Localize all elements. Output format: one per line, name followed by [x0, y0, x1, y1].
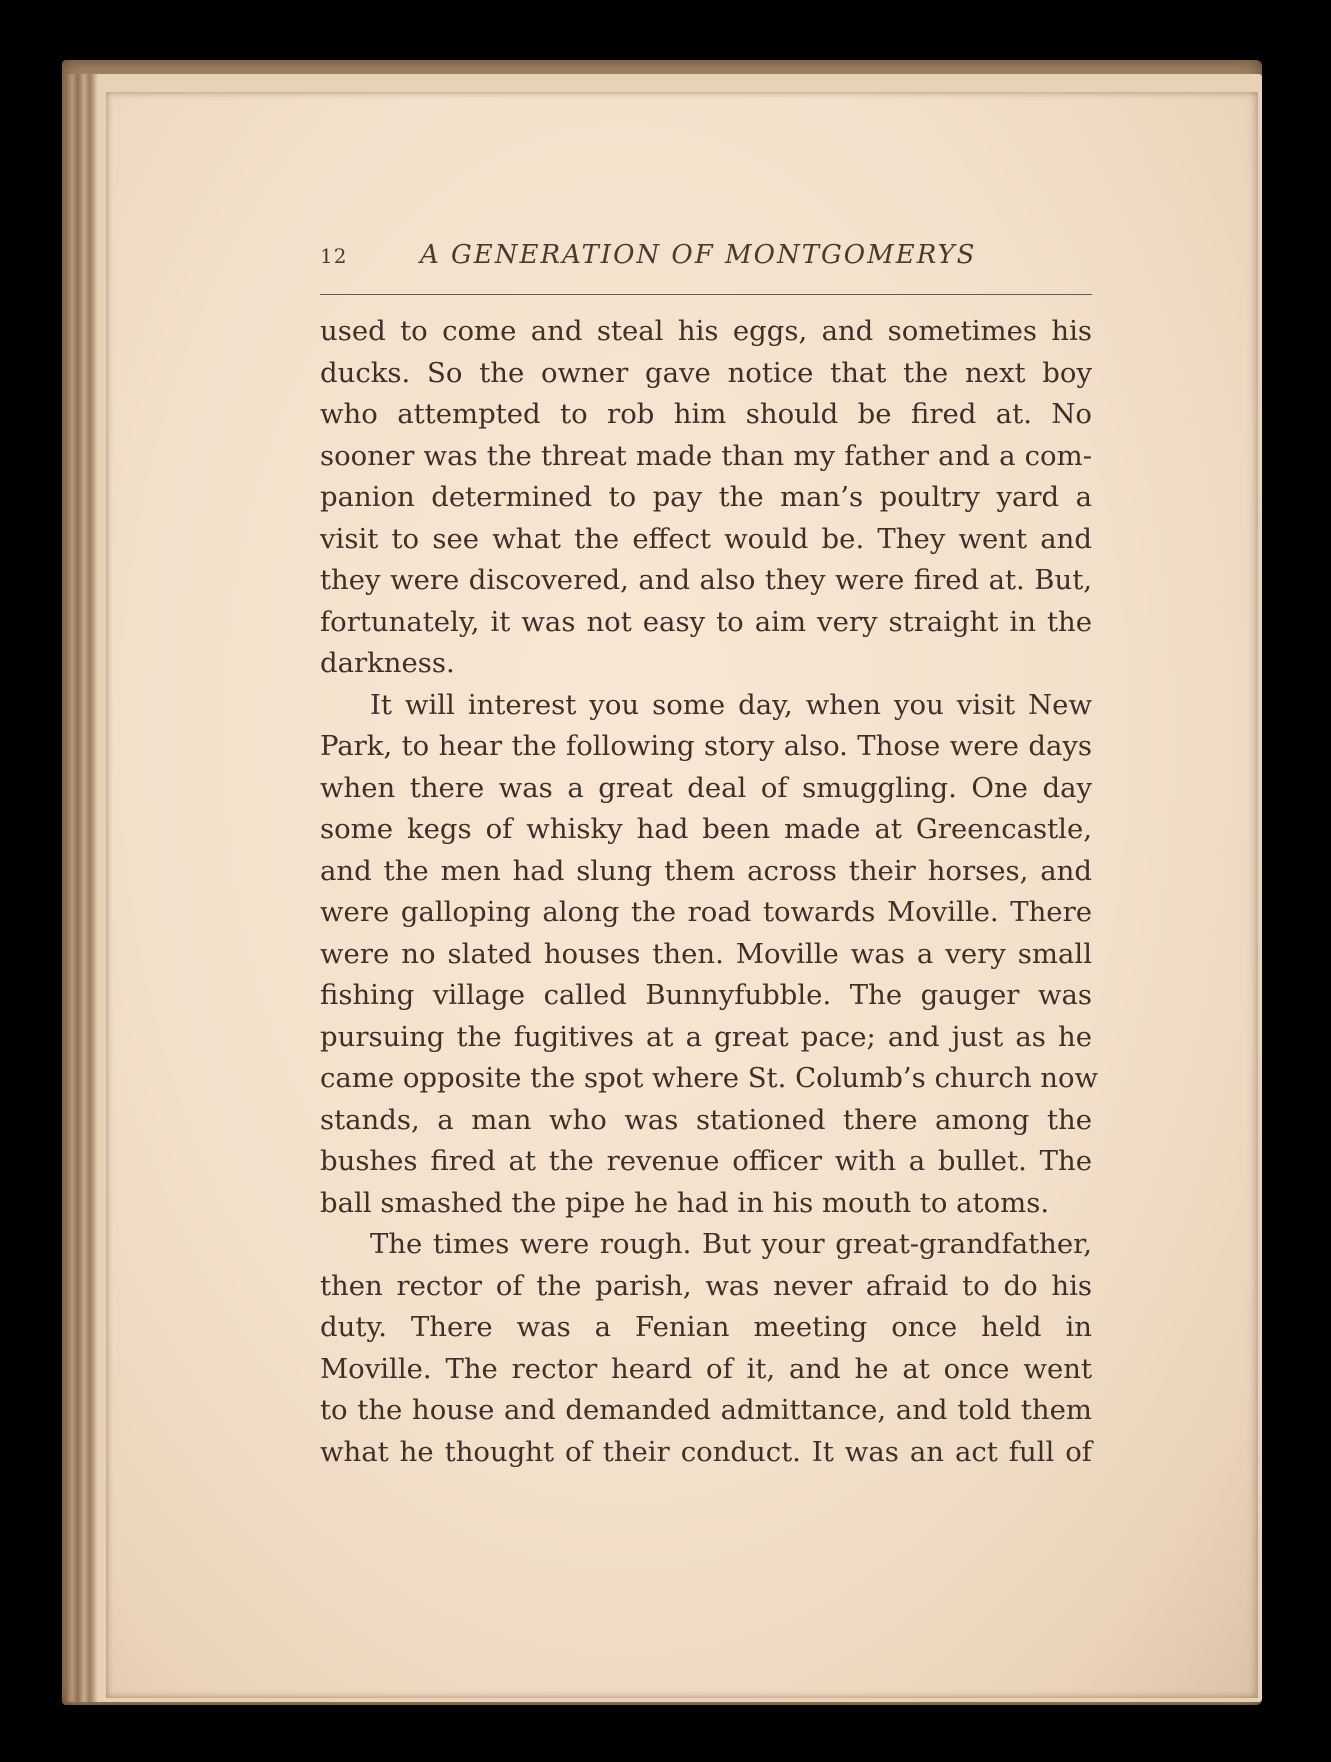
text-line: darkness.: [320, 647, 455, 679]
page-header: [320, 240, 1090, 276]
text-line: panion determined to pay the man’s poultry yard a: [320, 481, 1092, 513]
paragraph-3: [320, 1224, 1092, 1473]
text-line: to the house and demanded admittance, and told them: [320, 1394, 1092, 1426]
text-line: fortunately, it was not easy to aim very straight in the: [320, 605, 1092, 638]
body-text: [320, 311, 1099, 1473]
header-rule: [320, 294, 1092, 295]
text-line: when there was a great deal of smuggling. One day: [320, 771, 1092, 804]
text-line: used to come and steal his eggs, and sometimes his: [320, 315, 1092, 347]
text-line: some kegs of whisky had been made at Greencastle,: [320, 813, 1092, 845]
text-line: duty. There was a Fenian meeting once held in: [320, 1311, 1092, 1343]
paragraph-1: [320, 311, 1092, 685]
text-line: and the men had slung them across their horses, and: [320, 854, 1092, 887]
paragraph-2: [320, 685, 1099, 1225]
text-line: ducks. So the owner gave notice that the next boy: [320, 356, 1092, 389]
text-line: came opposite the spot where St. Columb’s church now: [320, 1062, 1099, 1094]
text-line: were no slated houses then. Moville was a very small: [320, 937, 1092, 970]
text-line: what he thought of their conduct. It was an act full of: [320, 1435, 1092, 1468]
text-line: It will interest you some day, when you visit New: [370, 688, 1092, 721]
text-line: sooner was the threat made than my father and a com-: [320, 439, 1092, 472]
text-line: The times were rough. But your great-grandfather,: [370, 1228, 1092, 1260]
text-line: Park, to hear the following story also. Those were days: [320, 730, 1092, 762]
text-line: visit to see what the effect would be. They went and: [320, 522, 1092, 555]
text-line: were galloping along the road towards Moville. There: [320, 896, 1092, 928]
text-line: pursuing the fugitives at a great pace; and just as he: [320, 1020, 1092, 1053]
text-line: who attempted to rob him should be fired at. No: [320, 398, 1092, 430]
page-number: 12: [320, 244, 348, 268]
text-line: bushes fired at the revenue officer with a bullet. The: [320, 1145, 1092, 1177]
text-line: then rector of the parish, was never afraid to do his: [320, 1269, 1092, 1302]
running-title: A GENERATION OF MONTGOMERYS: [420, 240, 977, 270]
text-line: they were discovered, and also they were fired at. But,: [320, 564, 1092, 596]
text-line: fishing village called Bunnyfubble. The gauger was: [320, 979, 1092, 1011]
text-line: stands, a man who was stationed there among the: [320, 1103, 1092, 1136]
text-line: ball smashed the pipe he had in his mouth to atoms.: [320, 1186, 1050, 1219]
text-line: Moville. The rector heard of it, and he at once went: [320, 1352, 1092, 1385]
